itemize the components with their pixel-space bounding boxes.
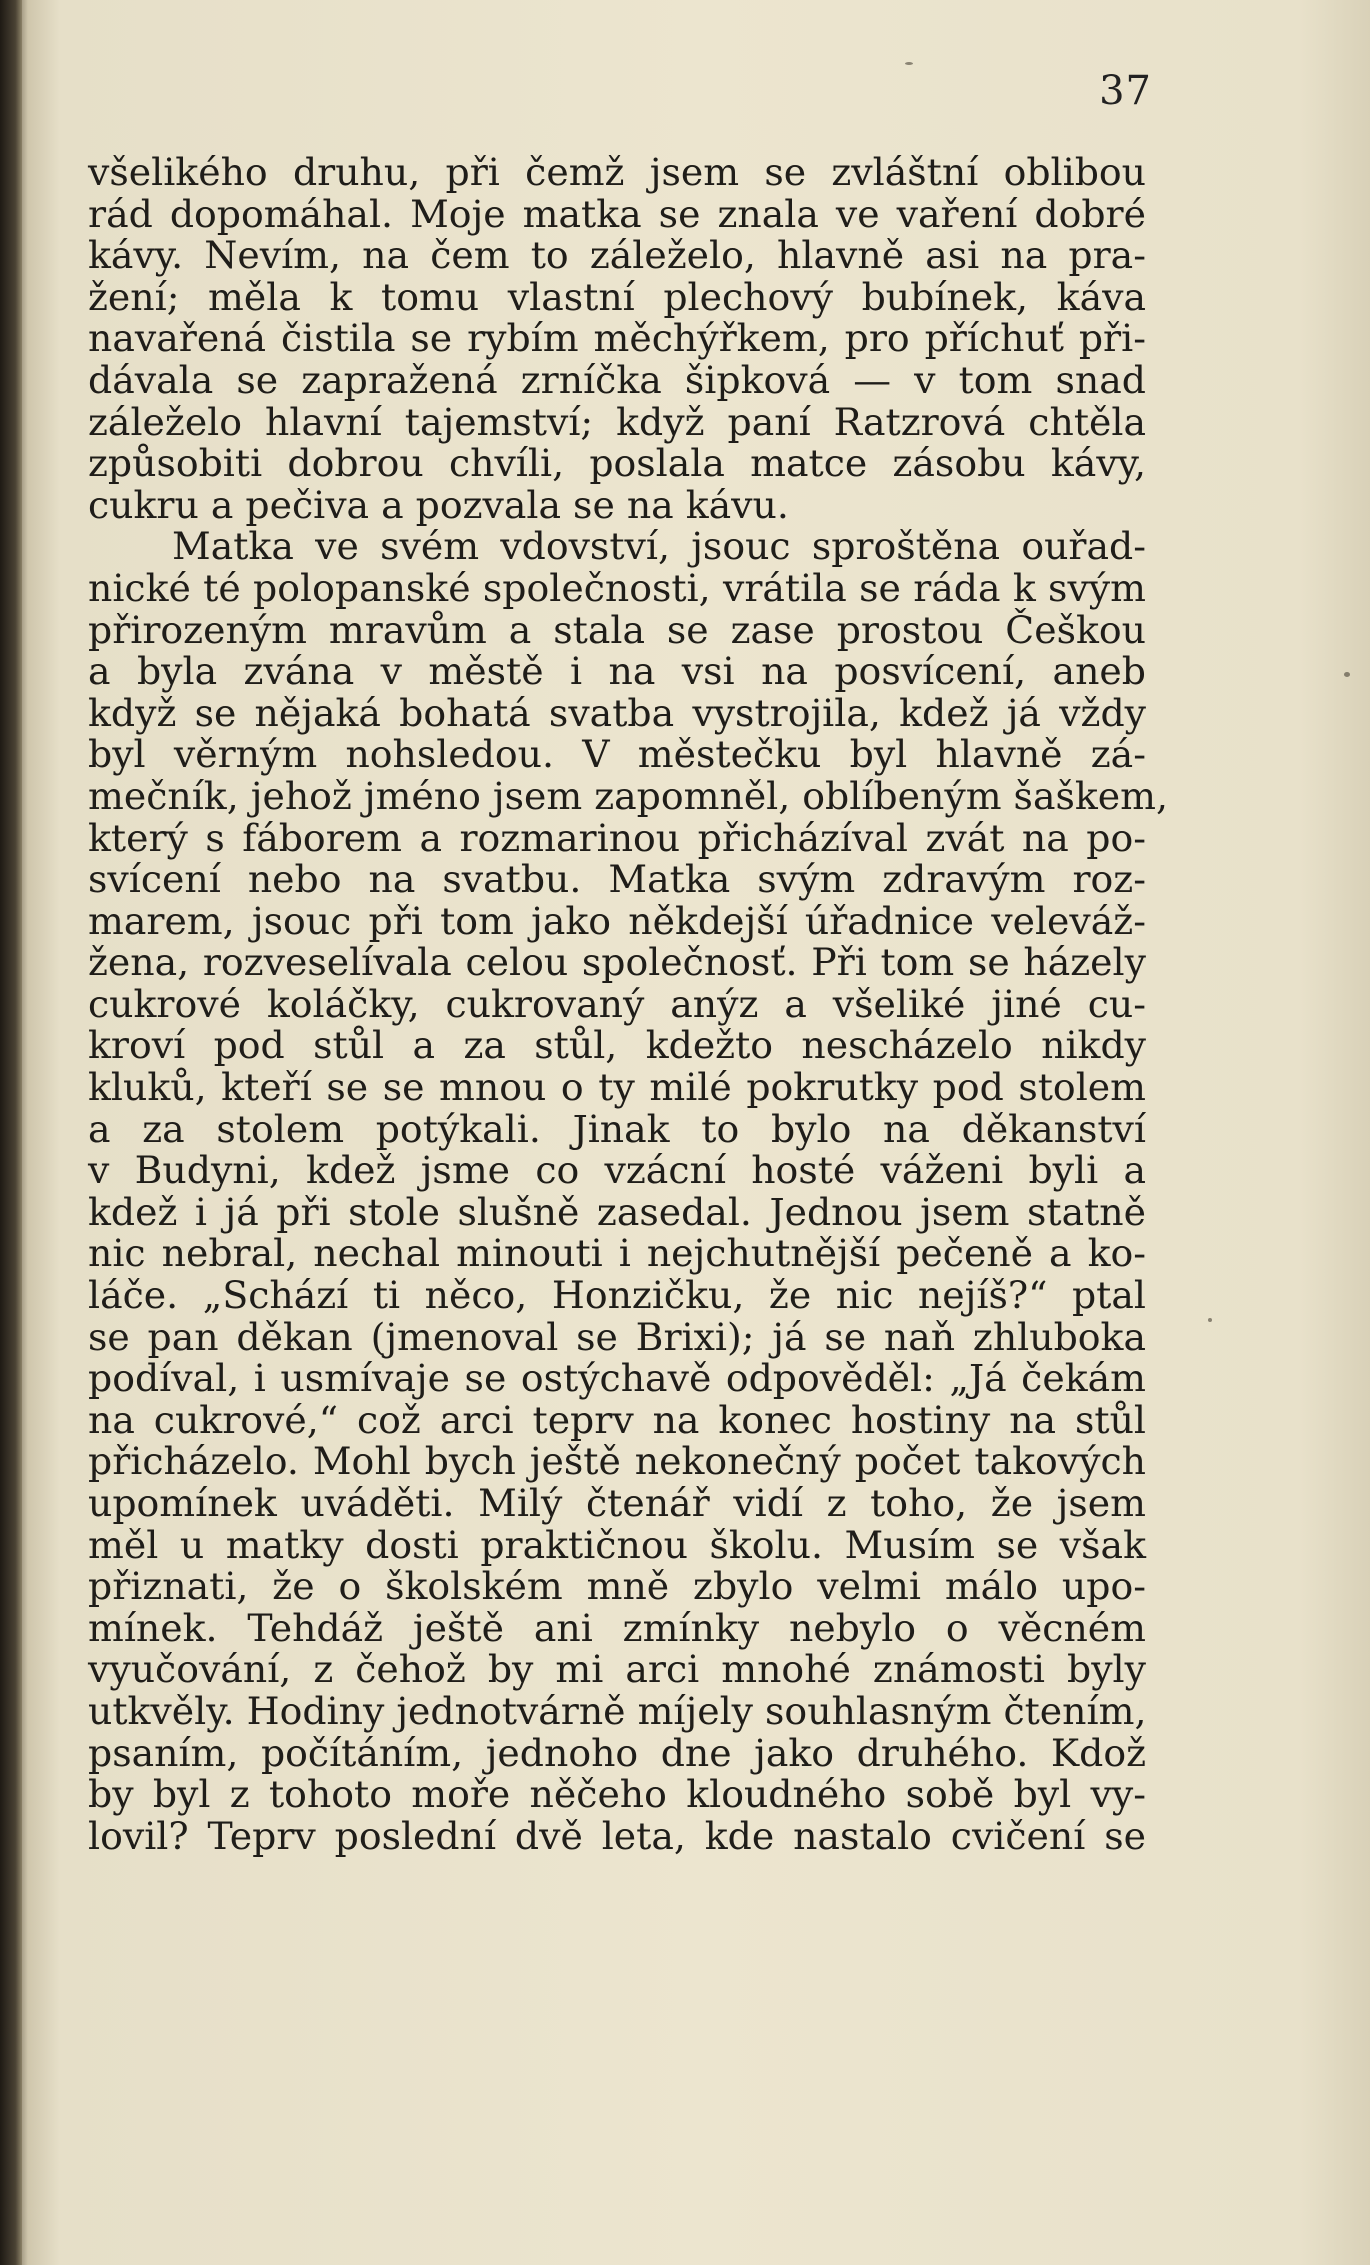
text-line: v Budyni, kdež jsme co vzácní hosté váženi byli a xyxy=(88,1148,1146,1193)
text-line: žena, rozveselívala celou společnosť. Při tom se házely xyxy=(88,940,1146,985)
paper-speck xyxy=(1344,672,1350,677)
text-line: a za stolem potýkali. Jinak to bylo na děkanství xyxy=(88,1106,1146,1151)
text-line: způsobiti dobrou chvíli, poslala matce zásobu kávy, xyxy=(88,441,1146,486)
text-line: záleželo hlavní tajemství; když paní Ratzrová chtěla xyxy=(88,399,1146,444)
text-line: když se nějaká bohatá svatba vystrojila, kdež já vždy xyxy=(88,690,1146,735)
text-line: a byla zvána v městě i na vsi na posvícení, aneb xyxy=(88,649,1146,694)
text-line: žení; měla k tomu vlastní plechový bubínek, káva xyxy=(88,274,1146,319)
text-line: kroví pod stůl a za stůl, kdežto nescházelo nikdy xyxy=(88,1023,1146,1068)
text-line: rád dopomáhal. Moje matka se znala ve vaření dobré xyxy=(88,191,1146,236)
text-line: nic nebral, nechal minouti i nejchutnější pečeně a ko- xyxy=(88,1231,1146,1276)
text-line: lovil? Teprv poslední dvě leta, kde nastalo cvičení se xyxy=(88,1813,1146,1858)
paper-speck xyxy=(1208,1318,1212,1322)
text-line: přirozeným mravům a stala se zase prostou Češkou xyxy=(88,607,1146,652)
text-line: se pan děkan (jmenoval se Brixi); já se naň zhluboka xyxy=(88,1314,1146,1359)
text-line: který s fáborem a rozmarinou přicházíval zvát na po- xyxy=(88,815,1146,860)
text-line: kávy. Nevím, na čem to záleželo, hlavně asi na pra- xyxy=(88,233,1146,278)
text-line: navařená čistila se rybím měchýřkem, pro příchuť při- xyxy=(88,316,1146,361)
page-binding-edge xyxy=(0,0,22,2265)
text-line: byl věrným nohsledou. V městečku byl hlavně zá- xyxy=(88,732,1146,777)
text-line: psaním, počítáním, jednoho dne jako druhého. Kdož xyxy=(88,1730,1146,1775)
text-line: cukru a pečiva a pozvala se na kávu. xyxy=(88,482,789,527)
text-line: kluků, kteří se se mnou o ty milé pokrutky pod stolem xyxy=(88,1065,1146,1110)
text-line: kdež i já při stole slušně zasedal. Jednou jsem statně xyxy=(88,1189,1146,1234)
text-line: cukrové koláčky, cukrovaný anýz a všeliké jiné cu- xyxy=(88,981,1146,1026)
text-line: všelikého druhu, při čemž jsem se zvláštní oblibou xyxy=(88,150,1146,194)
text-line: měl u matky dosti praktičnou školu. Musím se však xyxy=(88,1522,1146,1567)
text-line: vyučování, z čehož by mi arci mnohé známosti byly xyxy=(88,1647,1146,1692)
text-line: utkvěly. Hodiny jednotvárně míjely souhlasným čtením, xyxy=(88,1688,1147,1733)
text-line: mečník, jehož jméno jsem zapomněl, oblíbeným šaškem, xyxy=(88,773,1168,818)
text-line: svícení nebo na svatbu. Matka svým zdravým roz- xyxy=(88,857,1146,902)
text-line: podíval, i usmívaje se ostýchavě odpověděl: „Já čekám xyxy=(88,1356,1146,1401)
text-line: by byl z tohoto moře něčeho kloudného sobě byl vy- xyxy=(88,1772,1146,1817)
text-line: na cukrové,“ což arci teprv na konec hostiny na stůl xyxy=(88,1397,1146,1442)
text-line: upomínek uváděti. Milý čtenář vidí z toho, že jsem xyxy=(88,1481,1146,1525)
paragraph-start-line: Matka ve svém vdovství, jsouc sproštěna ouřad- xyxy=(172,524,1146,569)
text-line: přicházelo. Mohl bych ještě nekonečný počet takových xyxy=(88,1439,1146,1484)
text-line: marem, jsouc při tom jako někdejší úřadnice veleváž- xyxy=(88,898,1146,943)
paper-speck xyxy=(905,62,913,65)
text-line: mínek. Tehdáž ještě ani zmínky nebylo o věcném xyxy=(88,1605,1146,1650)
text-line: přiznati, že o školském mně zbylo velmi málo upo- xyxy=(88,1564,1146,1609)
text-line: dávala se zapražená zrníčka šipková — v tom snad xyxy=(88,357,1146,402)
text-line: láče. „Schází ti něco, Honzičku, že nic nejíš?“ ptal xyxy=(88,1273,1146,1318)
page-number: 37 xyxy=(1099,68,1152,114)
text-line: nické té polopanské společnosti, vrátila se ráda k svým xyxy=(88,565,1146,610)
body-text xyxy=(88,150,1168,1858)
